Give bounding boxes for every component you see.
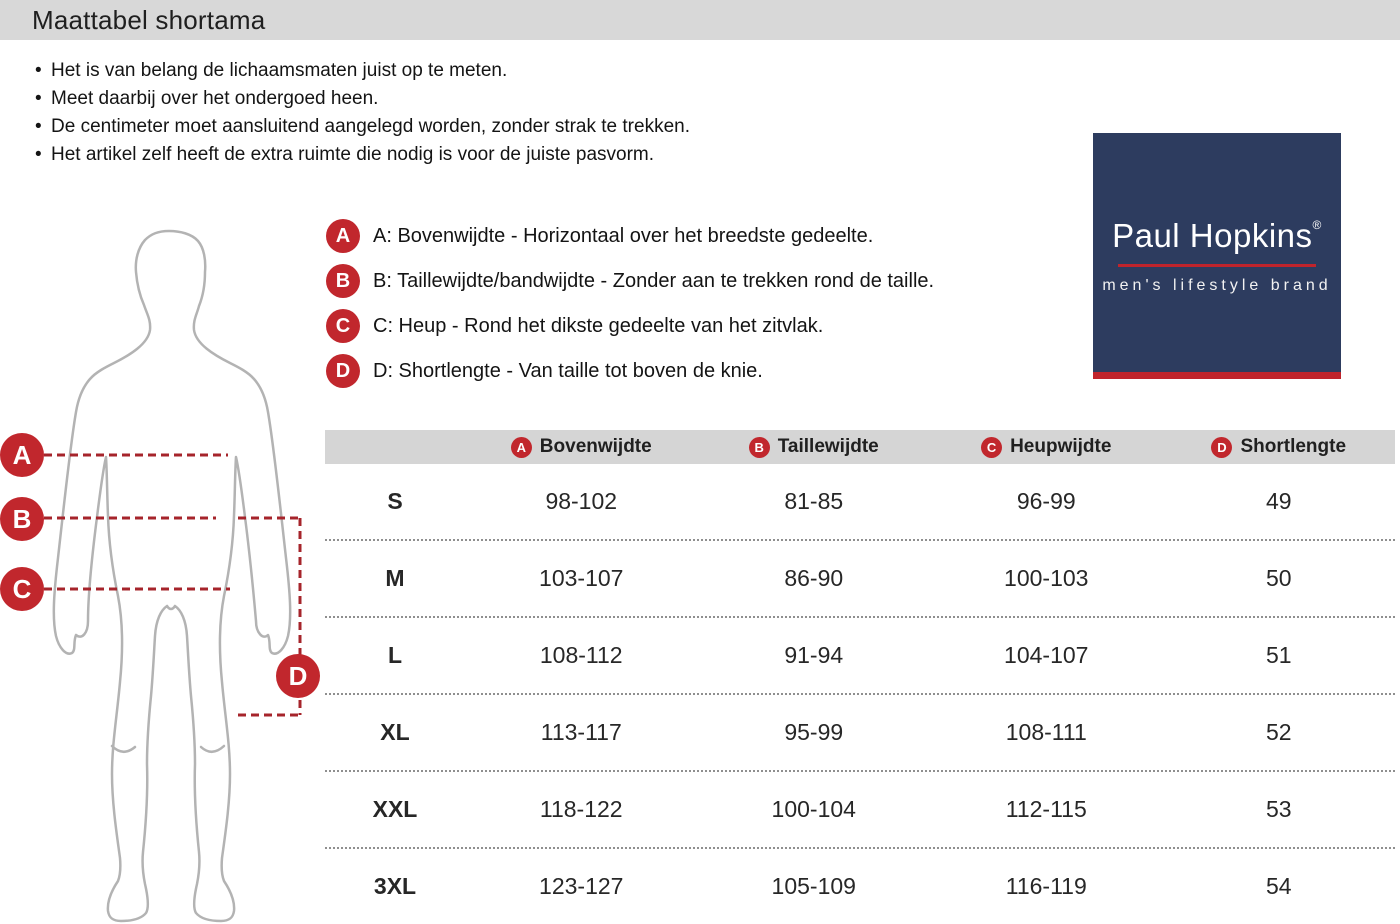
column-header-heupwijdte bbox=[930, 436, 1163, 458]
table-row bbox=[325, 541, 1395, 618]
legend-item bbox=[326, 219, 934, 253]
size-cell: XL bbox=[380, 719, 410, 745]
column-label: Bovenwijdte bbox=[539, 436, 652, 457]
value-cell: 123-127 bbox=[539, 873, 624, 899]
note-text: Het artikel zelf heeft de extra ruimte die nodig is voor de juiste pasvorm. bbox=[51, 144, 655, 165]
column-header-taillewijdte bbox=[698, 436, 931, 458]
logo-accent-line bbox=[1118, 264, 1316, 267]
value-cell: 108-112 bbox=[539, 642, 623, 668]
value-cell: 103-107 bbox=[539, 565, 624, 591]
header-badge-b: B bbox=[749, 437, 770, 458]
value-cell: 100-104 bbox=[771, 796, 856, 822]
bullet-icon: • bbox=[35, 144, 42, 165]
column-label: Heupwijdte bbox=[1010, 436, 1112, 457]
value-cell: 81-85 bbox=[784, 488, 844, 514]
table-row bbox=[325, 618, 1395, 695]
marker-badge-c: C bbox=[0, 567, 44, 611]
table-row bbox=[325, 695, 1395, 772]
left-knee-mark bbox=[112, 746, 135, 752]
legend-badge-c: C bbox=[326, 309, 360, 343]
brand-name-text: Paul Hopkins bbox=[1112, 217, 1313, 254]
value-cell: 52 bbox=[1265, 719, 1292, 745]
size-cell: 3XL bbox=[373, 873, 417, 899]
table-row bbox=[325, 464, 1395, 541]
value-cell: 113-117 bbox=[540, 719, 622, 745]
size-cell: L bbox=[387, 642, 403, 668]
marker-badge-a: A bbox=[0, 433, 44, 477]
value-cell: 105-109 bbox=[771, 873, 856, 899]
value-cell: 112-115 bbox=[1005, 796, 1087, 822]
size-table bbox=[325, 430, 1395, 924]
header-badge-a: A bbox=[511, 437, 532, 458]
note-text: De centimeter moet aansluitend aangelegd worden, zonder strak te trekken. bbox=[51, 116, 690, 137]
legend-text: D: Shortlengte - Van taille tot boven de knie. bbox=[373, 359, 763, 382]
brand-logo bbox=[1093, 133, 1341, 379]
legend-text: C: Heup - Rond het dikste gedeelte van het zitvlak. bbox=[373, 314, 824, 337]
size-cell: XXL bbox=[372, 796, 418, 822]
value-cell: 53 bbox=[1265, 796, 1292, 822]
value-cell: 49 bbox=[1265, 488, 1292, 514]
legend-badge-d: D bbox=[326, 354, 360, 388]
body-outline bbox=[54, 231, 290, 921]
value-cell: 98-102 bbox=[545, 488, 618, 514]
brand-name bbox=[1112, 217, 1322, 255]
value-cell: 50 bbox=[1265, 565, 1292, 591]
table-row bbox=[325, 772, 1395, 849]
page-title: Maattabel shortama bbox=[32, 4, 266, 35]
legend-text: A: Bovenwijdte - Horizontaal over het breedste gedeelte. bbox=[373, 224, 874, 247]
bullet-icon: • bbox=[35, 88, 42, 109]
marker-badge-b: B bbox=[0, 497, 44, 541]
value-cell: 54 bbox=[1265, 873, 1292, 899]
value-cell: 51 bbox=[1265, 642, 1292, 668]
value-cell: 116-119 bbox=[1005, 873, 1087, 899]
brand-tagline: men's lifestyle brand bbox=[1102, 277, 1332, 294]
value-cell: 104-107 bbox=[1004, 642, 1089, 668]
column-label: Shortlengte bbox=[1240, 436, 1347, 457]
marker-badge-d: D bbox=[276, 654, 320, 698]
header-badge-c: C bbox=[981, 437, 1002, 458]
size-cell: S bbox=[387, 488, 403, 514]
value-cell: 96-99 bbox=[1016, 488, 1076, 514]
value-cell: 118-122 bbox=[539, 796, 623, 822]
table-header bbox=[325, 430, 1395, 464]
column-header-shortlengte bbox=[1163, 436, 1396, 458]
measurement-legend bbox=[326, 219, 934, 399]
legend-item bbox=[326, 264, 934, 298]
legend-item bbox=[326, 309, 934, 343]
legend-text: B: Taillewijdte/bandwijdte - Zonder aan te trekken rond de taille. bbox=[373, 269, 935, 292]
bullet-icon: • bbox=[35, 116, 42, 137]
value-cell: 100-103 bbox=[1004, 565, 1089, 591]
note-text: Meet daarbij over het ondergoed heen. bbox=[51, 88, 379, 109]
value-cell: 86-90 bbox=[784, 565, 844, 591]
body-measurement-diagram bbox=[0, 0, 340, 924]
registered-mark: ® bbox=[1312, 218, 1322, 232]
value-cell: 91-94 bbox=[784, 642, 844, 668]
table-row bbox=[325, 849, 1395, 924]
right-knee-mark bbox=[201, 746, 224, 752]
column-header-bovenwijdte bbox=[465, 436, 698, 458]
legend-badge-a: A bbox=[326, 219, 360, 253]
column-label: Taillewijdte bbox=[777, 436, 879, 457]
legend-item bbox=[326, 354, 934, 388]
legend-badge-b: B bbox=[326, 264, 360, 298]
value-cell: 95-99 bbox=[784, 719, 844, 745]
header-badge-d: D bbox=[1211, 437, 1232, 458]
size-cell: M bbox=[385, 565, 405, 591]
bullet-icon: • bbox=[35, 60, 42, 81]
male-body-silhouette-icon bbox=[0, 0, 340, 924]
note-text: Het is van belang de lichaamsmaten juist op te meten. bbox=[51, 60, 508, 81]
value-cell: 108-111 bbox=[1005, 719, 1087, 745]
logo-bottom-strip bbox=[1093, 372, 1341, 379]
